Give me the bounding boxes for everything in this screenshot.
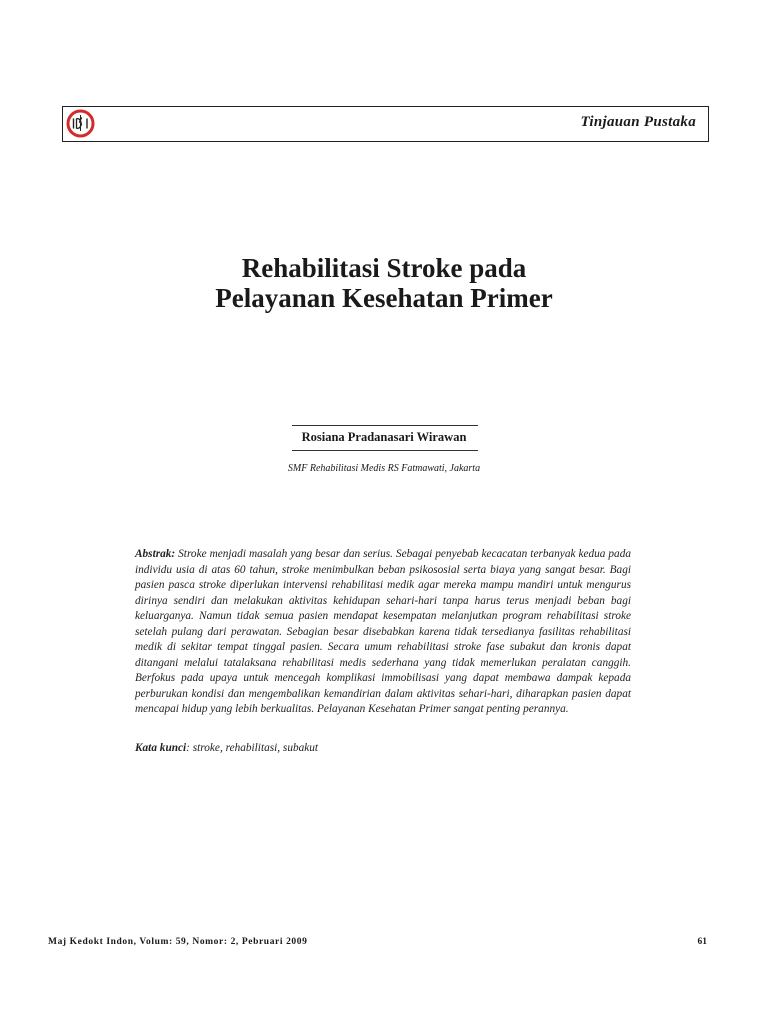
author-name: Rosiana Pradanasari Wirawan xyxy=(301,430,467,444)
abstract xyxy=(135,547,631,718)
section-label: Tinjauan Pustaka xyxy=(580,114,696,130)
keywords-label: Kata kunci xyxy=(135,742,187,754)
article-title xyxy=(0,253,768,313)
abstract-label: Abstrak: xyxy=(135,548,176,560)
author-rule-bottom xyxy=(292,450,478,451)
author-affiliation: SMF Rehabilitasi Medis RS Fatmawati, Jakarta xyxy=(287,463,481,474)
title-line-1: Rehabilitasi Stroke pada xyxy=(241,253,527,283)
journal-citation: Maj Kedokt Indon, Volum: 59, Nomor: 2, Pebruari 2009 xyxy=(48,937,308,947)
abstract-text: Stroke menjadi masalah yang besar dan serius. Sebagai penyebab kecacatan terbanyak kedua pada individu usia di atas 60 tahun, stroke menimbulkan beban psikososial serta biaya yang sangat besar. Bagi pasien pasca stroke diperlukan intervensi rehabilitasi medik agar mereka mampu mandiri untuk mengurus dirinya sendiri dan melakukan aktivitas kehidupan sehari-hari tanpa harus terus menjadi beban bagi keluarganya. Namun tidak semua pasien mendapat kesempatan melanjutkan program rehabilitasi stroke setelah pulang dari perawatan. Sebagian besar disebabkan karena tidak tersedianya fasilitas rehabilitasi medik di sekitar tempat tinggal pasien. Secara umum rehabilitasi stroke fase subakut dan kronis dapat ditangani melalui tatalaksana rehabilitasi medis sederhana yang tidak memerlukan peralatan canggih. Berfokus pada upaya untuk mencegah komplikasi immobilisasi yang dapat membawa dampak kepada perburukan kondisi dan mengembalikan kemandirian dalam aktivitas sehari-hari, diharapkan pasien dapat mencapai hidup yang lebih berkualitas. Pelayanan Kesehatan Primer sangat penting perannya. xyxy=(135,548,631,715)
journal-header xyxy=(62,106,709,142)
title-line-2: Pelayanan Kesehatan Primer xyxy=(215,283,553,313)
idi-logo xyxy=(66,109,95,138)
page-number: 61 xyxy=(697,937,707,947)
keywords xyxy=(135,741,631,757)
keywords-text: : stroke, rehabilitasi, subakut xyxy=(186,742,319,754)
author-rule-top xyxy=(292,425,478,426)
